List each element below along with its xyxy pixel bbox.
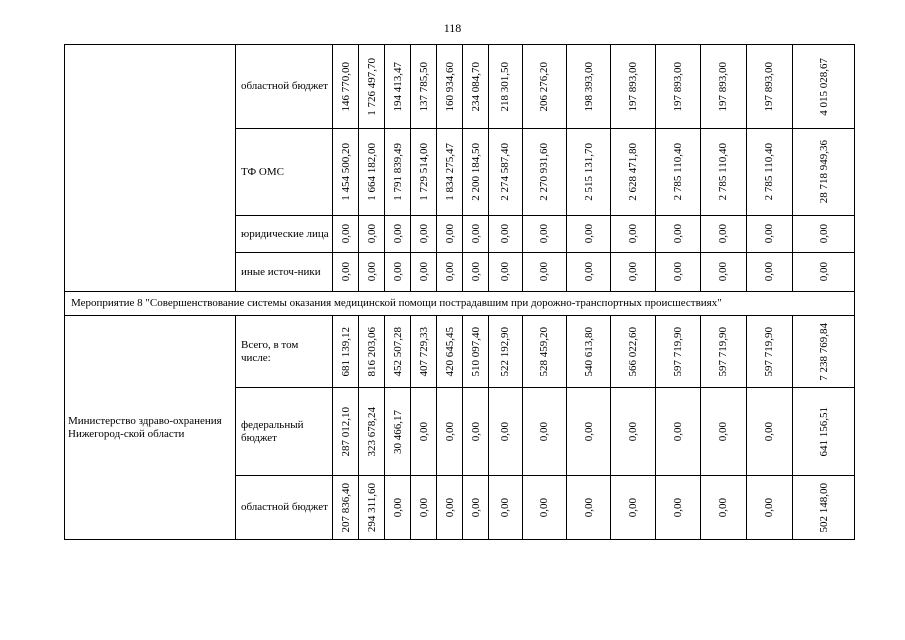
value-cell <box>489 388 523 476</box>
value-text: 30 466,17 <box>391 409 404 454</box>
event-title: Мероприятие 8 "Совершенствование системы оказания медицинской помощи пострадавшим при дорожно-транспортных происшествиях" <box>65 292 855 316</box>
value-text: 2 785 110,40 <box>717 143 730 201</box>
value-cell <box>567 216 611 253</box>
value-text: 0,00 <box>672 224 685 244</box>
value-cell <box>746 45 793 129</box>
value-cell <box>611 316 655 388</box>
value-cell <box>655 216 700 253</box>
value-cell <box>567 45 611 129</box>
value-text: 1 726 497,70 <box>365 57 378 116</box>
value-text: 0,00 <box>443 497 456 518</box>
value-text: 0,00 <box>627 497 640 518</box>
value-cell <box>701 253 746 292</box>
value-text: 0,00 <box>538 262 551 282</box>
section-bottom-row <box>65 316 855 388</box>
value-cell <box>701 316 746 388</box>
value-cell <box>746 316 793 388</box>
value-cell <box>611 45 655 129</box>
value-text: 197 893,00 <box>763 61 776 112</box>
value-text: 1 791 839,49 <box>391 143 404 201</box>
organization-cell <box>65 45 236 292</box>
value-cell <box>489 129 523 216</box>
value-cell <box>701 476 746 540</box>
value-cell <box>567 253 611 292</box>
value-cell <box>701 129 746 216</box>
value-text: 597 719,90 <box>717 326 730 377</box>
funding-source-cell: Всего, в том числе: <box>235 316 332 388</box>
value-cell <box>655 45 700 129</box>
value-cell <box>793 476 855 540</box>
value-cell <box>655 316 700 388</box>
value-text: 198 393,00 <box>582 61 595 112</box>
value-text: 0,00 <box>443 421 456 442</box>
value-text: 0,00 <box>672 421 685 442</box>
value-text: 0,00 <box>717 421 730 442</box>
value-text: 0,00 <box>538 497 551 518</box>
value-text: 597 719,90 <box>672 326 685 377</box>
value-cell <box>611 129 655 216</box>
value-text: 0,00 <box>627 224 640 244</box>
value-text: 287 012,10 <box>339 406 352 457</box>
value-cell <box>333 388 359 476</box>
value-text: 0,00 <box>672 497 685 518</box>
value-cell <box>437 388 463 476</box>
value-cell <box>463 388 489 476</box>
value-text: 194 413,47 <box>391 61 404 112</box>
value-cell <box>746 216 793 253</box>
value-cell <box>611 476 655 540</box>
value-cell <box>793 216 855 253</box>
value-cell <box>655 388 700 476</box>
value-text: 323 678,24 <box>365 406 378 457</box>
value-cell <box>489 253 523 292</box>
value-cell <box>567 129 611 216</box>
value-cell <box>437 216 463 253</box>
value-cell <box>489 476 523 540</box>
value-text: 2 785 110,40 <box>672 143 685 201</box>
value-cell <box>746 476 793 540</box>
value-cell <box>411 316 437 388</box>
value-cell <box>333 216 359 253</box>
value-text: 0,00 <box>391 262 404 282</box>
value-text: 234 084,70 <box>469 61 482 112</box>
value-cell <box>793 316 855 388</box>
value-cell <box>655 253 700 292</box>
value-text: 160 934,60 <box>443 61 456 112</box>
value-cell <box>567 316 611 388</box>
value-text: 294 311,60 <box>365 482 378 533</box>
value-text: 0,00 <box>538 224 551 244</box>
value-text: 0,00 <box>391 497 404 518</box>
value-text: 420 645,45 <box>443 326 456 377</box>
value-text: 0,00 <box>672 262 685 282</box>
value-text: 0,00 <box>717 224 730 244</box>
value-text: 0,00 <box>469 497 482 518</box>
value-text: 0,00 <box>582 262 595 282</box>
funding-source-cell: иные источ-ники <box>235 253 332 292</box>
value-text: 1 454 500,20 <box>339 143 352 201</box>
value-text: 0,00 <box>582 421 595 442</box>
value-text: 197 893,00 <box>627 61 640 112</box>
value-cell <box>333 476 359 540</box>
event-row <box>65 292 855 316</box>
value-cell <box>522 476 566 540</box>
value-cell <box>746 388 793 476</box>
value-cell <box>655 476 700 540</box>
value-cell <box>611 216 655 253</box>
value-cell <box>567 388 611 476</box>
value-text: 0,00 <box>365 262 378 282</box>
value-text: 0,00 <box>763 224 776 244</box>
value-cell <box>746 129 793 216</box>
value-cell <box>463 253 489 292</box>
value-cell <box>333 45 359 129</box>
value-cell <box>359 45 385 129</box>
value-cell <box>463 129 489 216</box>
funding-source-cell: юридические лица <box>235 216 332 253</box>
value-cell <box>522 253 566 292</box>
value-text: 0,00 <box>391 224 404 244</box>
value-text: 1 664 182,00 <box>365 143 378 201</box>
value-cell <box>385 45 411 129</box>
value-text: 0,00 <box>817 262 830 282</box>
value-cell <box>359 253 385 292</box>
value-text: 137 785,50 <box>417 61 430 112</box>
value-cell <box>655 129 700 216</box>
value-text: 0,00 <box>339 262 352 282</box>
value-cell <box>489 216 523 253</box>
value-text: 0,00 <box>499 497 512 518</box>
value-text: 218 301,50 <box>499 61 512 112</box>
value-text: 641 156,51 <box>817 406 830 457</box>
value-text: 502 148,00 <box>817 482 830 533</box>
value-cell <box>359 476 385 540</box>
funding-source-cell: федеральный бюджет <box>235 388 332 476</box>
value-text: 197 893,00 <box>717 61 730 112</box>
value-cell <box>701 45 746 129</box>
value-cell <box>701 388 746 476</box>
value-cell <box>463 216 489 253</box>
value-text: 0,00 <box>365 224 378 244</box>
value-text: 816 203,06 <box>365 326 378 377</box>
value-cell <box>359 129 385 216</box>
value-text: 4 015 028,67 <box>817 57 830 116</box>
value-text: 2 270 931,60 <box>538 143 551 201</box>
value-cell <box>359 316 385 388</box>
value-text: 7 238 769,84 <box>817 322 830 381</box>
value-cell <box>385 316 411 388</box>
value-cell <box>611 388 655 476</box>
value-cell <box>333 316 359 388</box>
value-text: 1 834 275,47 <box>443 143 456 201</box>
value-text: 566 022,60 <box>627 326 640 377</box>
value-text: 0,00 <box>417 497 430 518</box>
value-text: 197 893,00 <box>672 61 685 112</box>
organization-cell: Министерство здраво-охранения Нижегород-ской области <box>65 316 236 540</box>
value-cell <box>411 476 437 540</box>
value-text: 0,00 <box>538 421 551 442</box>
value-text: 452 507,28 <box>391 326 404 377</box>
value-cell <box>411 216 437 253</box>
value-cell <box>385 129 411 216</box>
value-text: 2 200 184,50 <box>469 143 482 201</box>
value-cell <box>567 476 611 540</box>
value-cell <box>463 316 489 388</box>
value-text: 0,00 <box>417 262 430 282</box>
value-text: 0,00 <box>499 262 512 282</box>
value-text: 28 718 949,36 <box>817 140 830 204</box>
value-text: 0,00 <box>339 224 352 244</box>
value-text: 0,00 <box>469 421 482 442</box>
value-cell <box>385 253 411 292</box>
value-cell <box>489 45 523 129</box>
value-cell <box>522 129 566 216</box>
value-text: 0,00 <box>469 224 482 244</box>
value-text: 2 515 131,70 <box>582 143 595 201</box>
value-text: 0,00 <box>499 421 512 442</box>
value-cell <box>437 129 463 216</box>
value-text: 540 613,80 <box>582 326 595 377</box>
value-cell <box>489 316 523 388</box>
funding-source-cell: областной бюджет <box>235 45 332 129</box>
value-cell <box>437 316 463 388</box>
section-top-row <box>65 45 855 129</box>
value-text: 0,00 <box>627 421 640 442</box>
value-text: 0,00 <box>627 262 640 282</box>
budget-table <box>64 44 855 540</box>
value-text: 0,00 <box>763 262 776 282</box>
value-text: 0,00 <box>717 497 730 518</box>
value-cell <box>793 45 855 129</box>
value-cell <box>437 45 463 129</box>
value-text: 2 628 471,80 <box>627 143 640 201</box>
value-text: 0,00 <box>582 224 595 244</box>
value-text: 0,00 <box>763 421 776 442</box>
page-number: 118 <box>443 21 462 35</box>
value-text: 0,00 <box>499 224 512 244</box>
value-cell <box>437 476 463 540</box>
value-text: 510 097,40 <box>469 326 482 377</box>
value-cell <box>411 45 437 129</box>
value-text: 0,00 <box>443 224 456 244</box>
value-cell <box>333 129 359 216</box>
value-text: 0,00 <box>469 262 482 282</box>
value-text: 0,00 <box>582 497 595 518</box>
value-text: 0,00 <box>717 262 730 282</box>
value-cell <box>522 388 566 476</box>
value-text: 206 276,20 <box>538 61 551 112</box>
value-cell <box>437 253 463 292</box>
value-cell <box>793 129 855 216</box>
value-text: 0,00 <box>417 224 430 244</box>
value-cell <box>411 129 437 216</box>
value-cell <box>463 45 489 129</box>
value-cell <box>793 388 855 476</box>
value-cell <box>746 253 793 292</box>
value-cell <box>522 316 566 388</box>
value-cell <box>701 216 746 253</box>
value-cell <box>611 253 655 292</box>
value-text: 207 836,40 <box>339 482 352 533</box>
value-text: 597 719,90 <box>763 326 776 377</box>
value-cell <box>333 253 359 292</box>
value-text: 522 192,90 <box>499 326 512 377</box>
value-cell <box>411 253 437 292</box>
value-cell <box>359 388 385 476</box>
value-text: 2 274 587,40 <box>499 143 512 201</box>
value-text: 528 459,20 <box>538 326 551 377</box>
value-cell <box>522 216 566 253</box>
value-cell <box>385 216 411 253</box>
value-text: 2 785 110,40 <box>763 143 776 201</box>
funding-source-cell: ТФ ОМС <box>235 129 332 216</box>
value-text: 0,00 <box>763 497 776 518</box>
value-text: 407 729,33 <box>417 326 430 377</box>
value-cell <box>463 476 489 540</box>
value-text: 0,00 <box>817 224 830 244</box>
funding-source-cell: областной бюджет <box>235 476 332 540</box>
value-cell <box>411 388 437 476</box>
value-text: 0,00 <box>443 262 456 282</box>
value-text: 146 770,00 <box>339 61 352 112</box>
value-cell <box>359 216 385 253</box>
value-text: 1 729 514,00 <box>417 143 430 201</box>
value-cell <box>522 45 566 129</box>
value-text: 0,00 <box>417 421 430 442</box>
value-cell <box>385 476 411 540</box>
value-text: 681 139,12 <box>339 326 352 377</box>
value-cell <box>793 253 855 292</box>
value-cell <box>385 388 411 476</box>
